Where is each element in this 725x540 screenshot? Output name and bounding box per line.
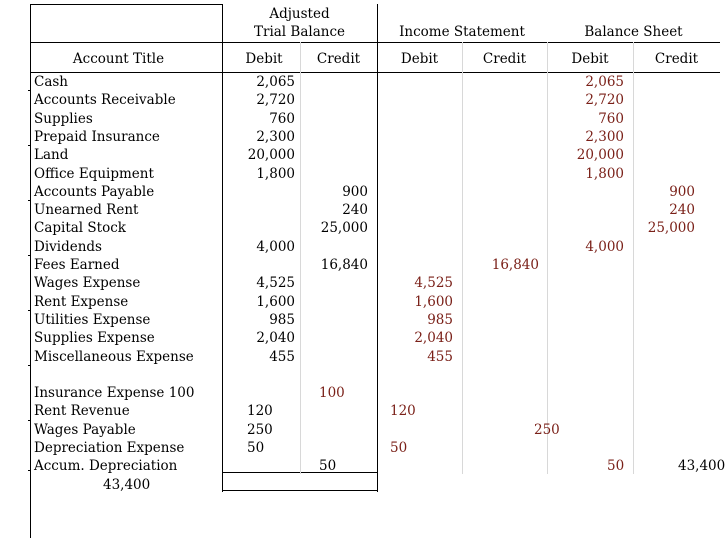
extra-atb-debit-value: 250 [247,421,273,438]
bs-debit-value: 2,720 [585,92,624,109]
left-border [30,4,31,538]
account-title-heading: Account Title [72,51,165,67]
atb-debit-value: 455 [269,348,295,365]
extra-account-title: Wages Payable [34,421,136,438]
account-title: Accounts Payable [34,183,155,200]
bs-credit-value: 240 [669,202,695,219]
extra-atb-credit-value: 50 [319,458,337,475]
account-column-divider [222,4,223,492]
row-tick [28,200,31,201]
atb-credit-value: 25,000 [320,220,368,237]
account-title: Dividends [34,238,102,255]
extra-account-title: Insurance Expense 100 [34,385,195,401]
is-debit-value: 4,525 [414,275,453,292]
is-debit-value: 1,600 [414,293,453,310]
income-statement-heading: Income Statement [399,24,525,40]
account-title: Office Equipment [34,165,154,182]
bs-debit-credit-divider [633,42,634,474]
total-row-bottom-rule [222,490,377,491]
atb-debit-value: 985 [269,311,295,328]
is-debit-value: 985 [427,311,453,328]
header-subheading-rule [30,42,720,43]
extra-is-credit-value: 250 [534,421,560,438]
extra-atb-credit-value: 100 [319,385,345,401]
bs-debit-value: 20,000 [576,147,624,164]
atb-credit-value: 900 [342,183,368,200]
bs-credit-value: 25,000 [647,220,695,237]
account-title: Prepaid Insurance [34,128,160,145]
atb-credit-value: 16,840 [320,257,368,273]
account-title: Unearned Rent [34,202,139,219]
account-title: Land [34,147,69,164]
bs-debit-value: 2,300 [585,128,624,145]
bs-credit-value: 900 [669,183,695,200]
is-credit-heading: Credit [482,51,527,67]
row-tick [28,310,31,311]
atb-debit-heading: Debit [245,51,283,67]
account-title: Cash [34,74,69,90]
adjusted-heading-line1: Adjusted [269,6,330,22]
row-tick [28,145,31,146]
row-tick [28,255,31,256]
header-top-rule [30,4,222,5]
row-tick [28,365,31,366]
account-title: Utilities Expense [34,311,151,328]
is-debit-heading: Debit [400,51,439,67]
extra-account-title: Depreciation Expense [34,439,185,456]
bs-debit-value: 4,000 [585,238,624,255]
extra-bs-debit-value: 50 [607,458,625,475]
extra-account-title: Accum. Depreciation [34,458,178,475]
atb-credit-heading: Credit [316,51,361,67]
row-tick [28,90,31,91]
is-debit-value: 2,040 [414,330,453,347]
row-tick [28,420,31,421]
atb-debit-value: 4,525 [256,275,295,292]
atb-debit-value: 2,300 [256,128,295,145]
extra-is-debit-value: 120 [390,403,416,420]
atb-debit-value: 2,040 [256,330,295,347]
atb-debit-value: 2,720 [256,92,295,109]
bs-debit-value: 2,065 [585,74,624,90]
extra-total-value: 43,400 [103,476,151,493]
bs-debit-heading: Debit [571,51,609,67]
bs-debit-value: 1,800 [585,165,624,182]
extra-bs-credit-value: 43,400 [678,458,725,475]
account-title: Wages Expense [34,275,141,292]
account-title: Fees Earned [34,257,120,273]
atb-debit-value: 760 [269,110,295,127]
row-tick [28,470,31,471]
atb-debit-value: 1,600 [256,293,295,310]
account-title: Capital Stock [34,220,126,237]
atb-debit-value: 1,800 [256,165,295,182]
account-title: Supplies Expense [34,330,155,347]
atb-credit-value: 240 [342,202,368,219]
account-title: Rent Expense [34,293,129,310]
extra-atb-debit-value: 50 [247,439,265,456]
is-debit-credit-divider [462,42,463,474]
account-title: Supplies [34,110,93,127]
is-debit-value: 455 [427,348,453,365]
atb-debit-value: 2,065 [256,74,295,90]
is-bs-divider [547,42,548,474]
adjusted-heading-line2: Trial Balance [253,24,345,40]
atb-debit-credit-divider [300,42,301,474]
extra-is-debit-value: 50 [390,439,408,456]
extra-account-title: Rent Revenue [34,403,130,420]
balance-sheet-heading: Balance Sheet [584,24,683,40]
atb-debit-value: 20,000 [247,147,295,164]
bs-debit-value: 760 [598,110,624,127]
atb-debit-value: 4,000 [256,238,295,255]
extra-atb-debit-value: 120 [247,403,273,420]
atb-credit-column-divider [377,4,378,492]
is-credit-value: 16,840 [491,257,539,273]
account-title: Accounts Receivable [34,92,176,109]
bs-credit-heading: Credit [654,51,699,67]
account-title: Miscellaneous Expense [34,348,194,365]
